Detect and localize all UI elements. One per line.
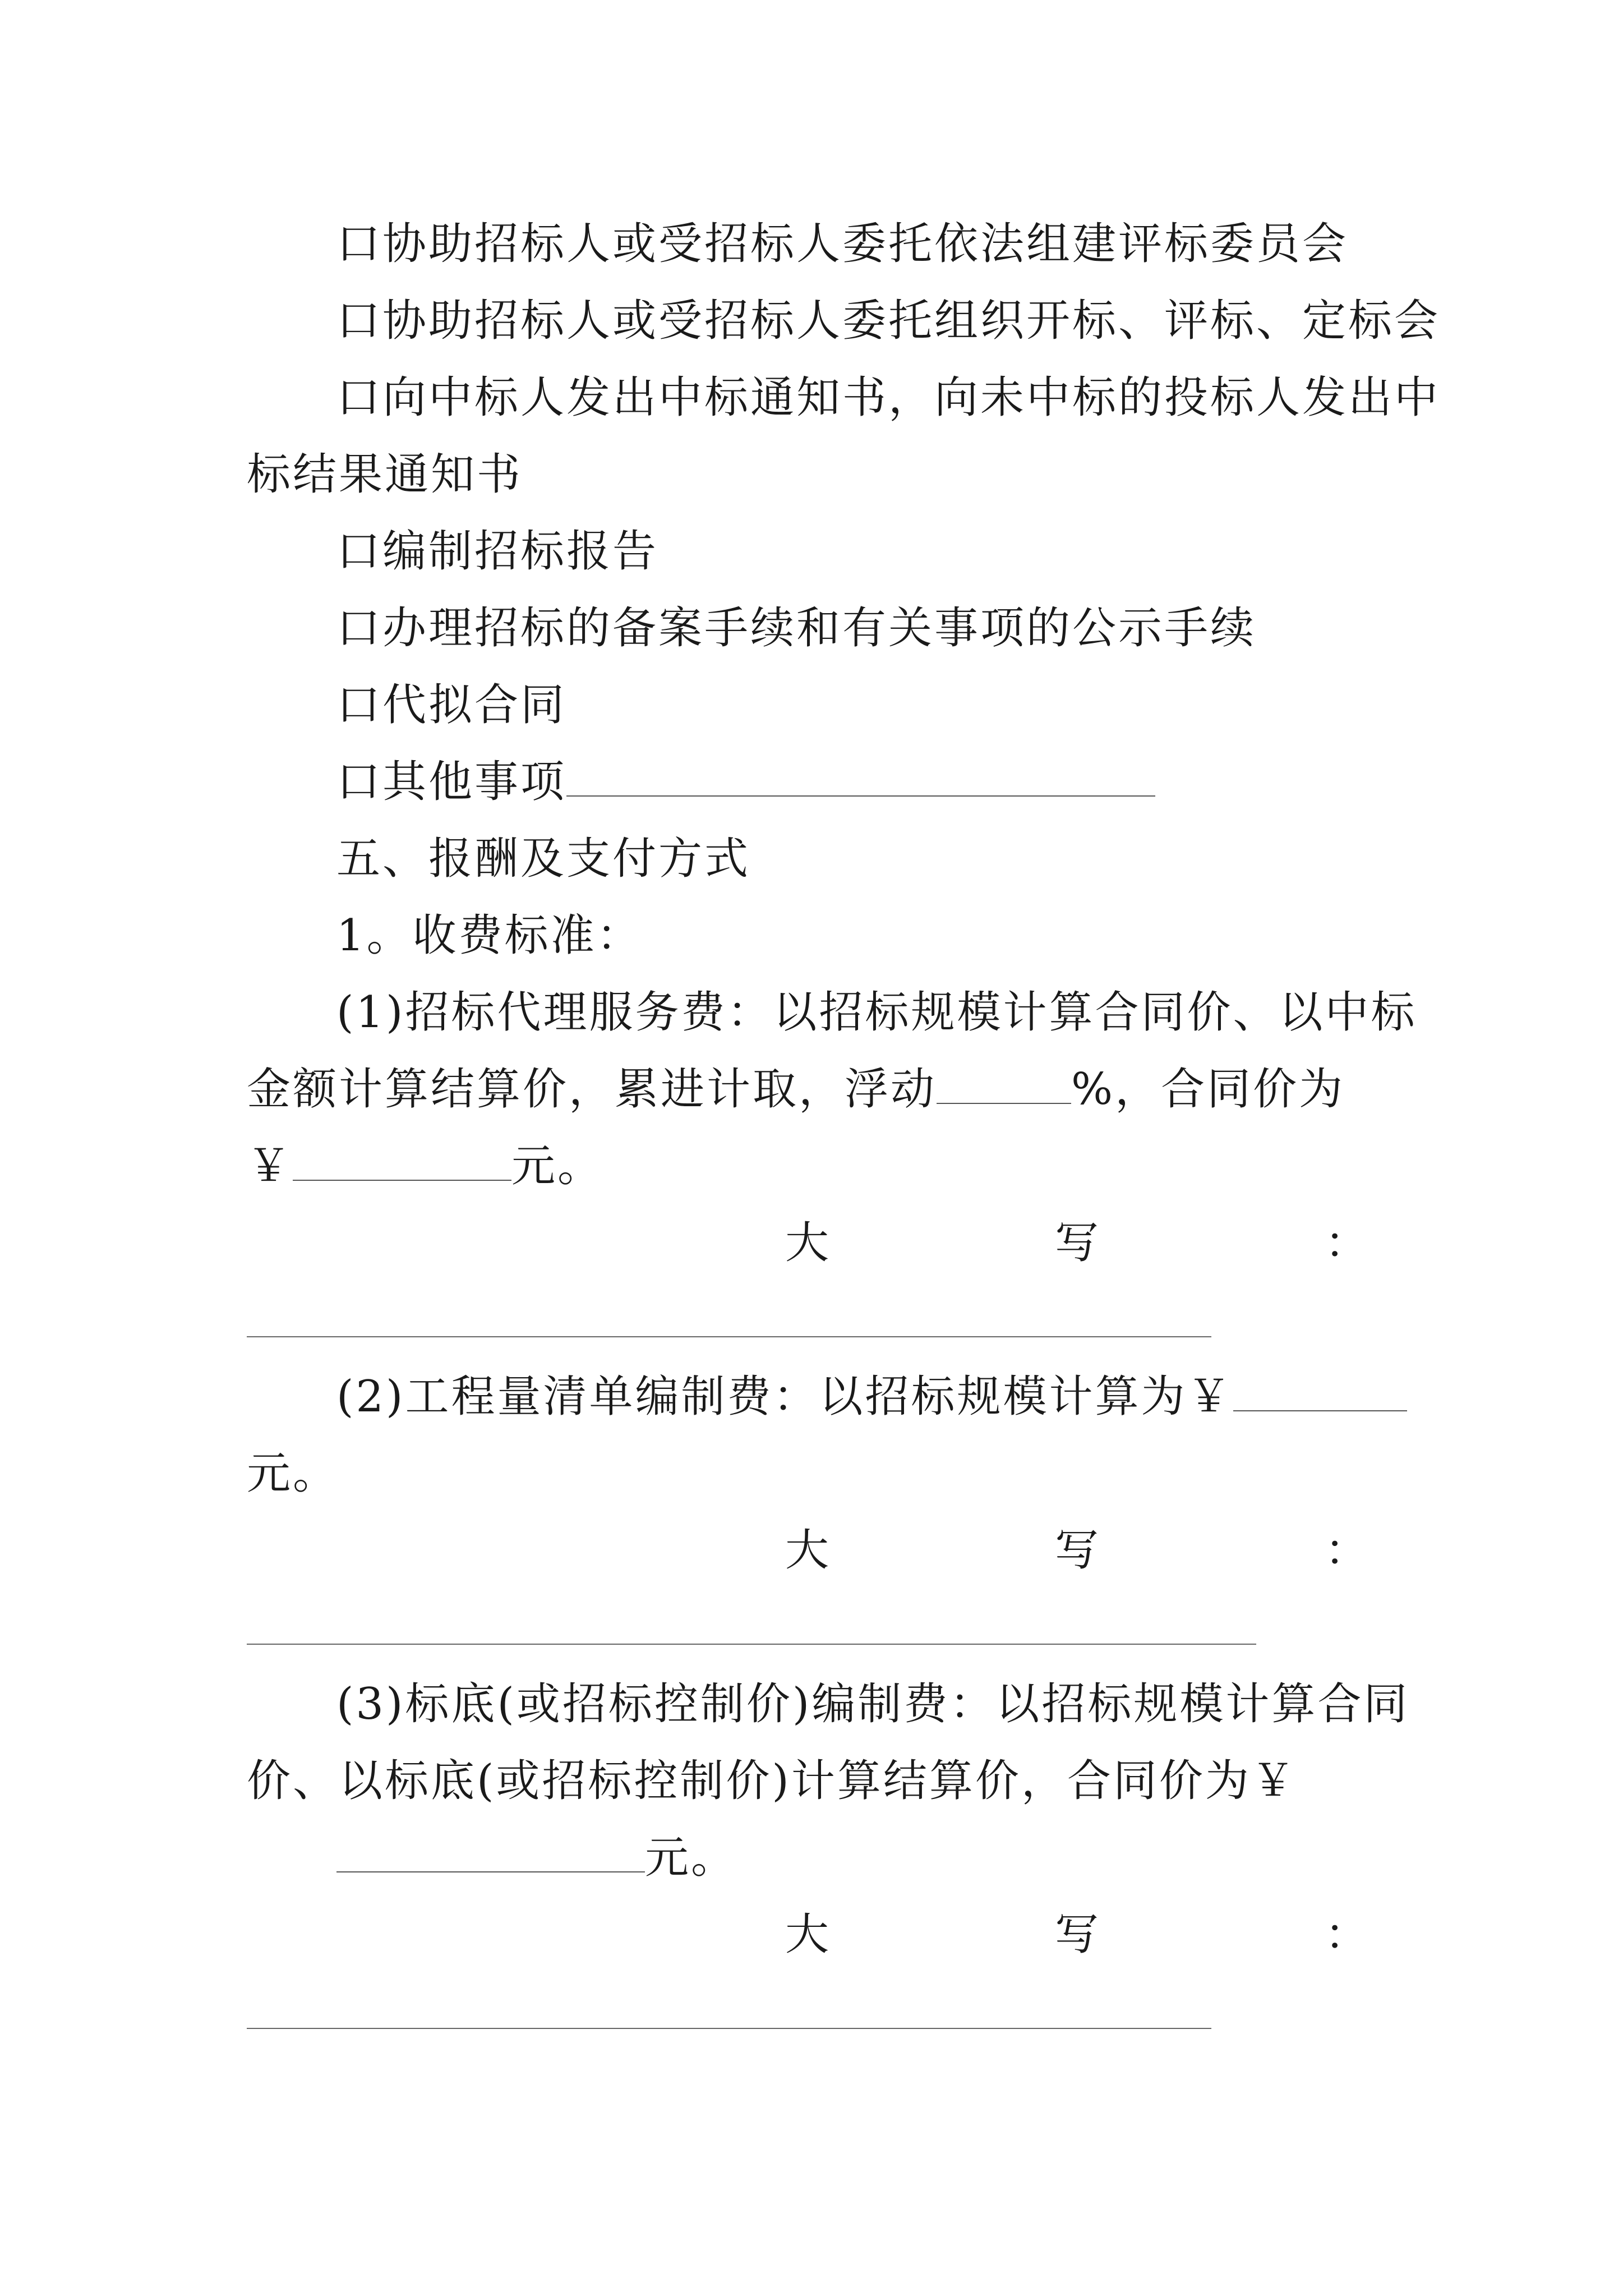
checkbox-glyph: 口 [336,219,383,269]
item3-line2: 价、以标底(或招标控制价)计算结算价，合同价为￥ [247,1756,1297,1806]
blank-float-percent[interactable] [937,1064,1071,1104]
checklist-text: 协助招标人或受招标人委托依法组建评标委员会 [382,219,1349,269]
blank-contract-price[interactable] [293,1140,511,1181]
item3-line3 [336,1830,737,1886]
checkbox-glyph: 口 [336,296,383,346]
blank-daxie-2[interactable] [247,1644,1256,1645]
item1-line1: (1)招标代理服务费：以招标规模计算合同价、以中标 [336,987,1417,1038]
checklist-continuation [247,447,523,503]
checklist-item [336,523,658,579]
item3-line1: (3)标底(或招标控制价)编制费：以招标规模计算合同 [336,1679,1410,1729]
checklist-text: 其他事项 [382,757,567,807]
checklist-item [336,293,1440,349]
daxie-label [785,1522,1368,1579]
checklist-text: 办理招标的备案手续和有关事项的公示手续 [382,603,1257,654]
daxie-char: 大 [785,1218,829,1268]
unit-yuan: 元。 [645,1833,737,1883]
daxie-label [785,1907,1368,1963]
daxie-char: 大 [785,1525,829,1576]
blank-daxie-3[interactable] [247,2028,1211,2029]
item2-text: (2)工程量清单编制费：以招标规模计算为￥ [336,1372,1233,1422]
daxie-char: 写 [1054,1218,1099,1268]
item1-line3 [247,1138,603,1194]
checklist-text: 协助招标人或受招标人委托组织开标、评标、定标会 [382,296,1441,346]
checklist-item [336,216,1348,272]
checkbox-glyph: 口 [336,603,383,654]
blank-bq-fee[interactable] [1233,1371,1407,1411]
item1-line2 [247,1061,1391,1117]
blank-control-price[interactable] [336,1832,645,1872]
blank-other-matters[interactable] [566,756,1155,797]
daxie-char: 大 [785,1910,829,1960]
daxie-colon: ： [1324,1218,1368,1268]
daxie-colon: ： [1324,1910,1368,1960]
daxie-char: 写 [1054,1525,1099,1576]
checklist-text: 编制招标报告 [382,526,659,577]
checklist-item [336,754,1155,810]
unit-yuan: 元。 [511,1141,604,1191]
blank-daxie-1[interactable] [247,1336,1211,1337]
checklist-item [336,677,566,733]
daxie-colon: ： [1324,1525,1368,1576]
daxie-label [785,1215,1368,1271]
item1-text-a: 金额计算结算价，累进计取，浮动 [247,1064,937,1115]
yuan-sign: ￥ [247,1141,293,1191]
daxie-char: 写 [1054,1910,1099,1960]
checklist-text: 标结果通知书 [247,449,523,500]
item1-text-b: %，合同价为 [1071,1064,1345,1115]
checklist-text: 向中标人发出中标通知书，向未中标的投标人发出中 [382,372,1441,423]
checklist-item [336,370,1440,426]
fee-standard-label: 1。收费标准： [336,910,643,961]
checkbox-glyph: 口 [336,680,383,730]
item2-line2: 元。 [247,1448,339,1499]
section-heading: 五、报酬及支付方式 [336,834,751,884]
checklist-text: 代拟合同 [382,680,567,730]
checklist-item [336,600,1256,656]
checkbox-glyph: 口 [336,526,383,577]
checkbox-glyph: 口 [336,757,383,807]
item2-line1 [336,1369,1407,1425]
checkbox-glyph: 口 [336,372,383,423]
